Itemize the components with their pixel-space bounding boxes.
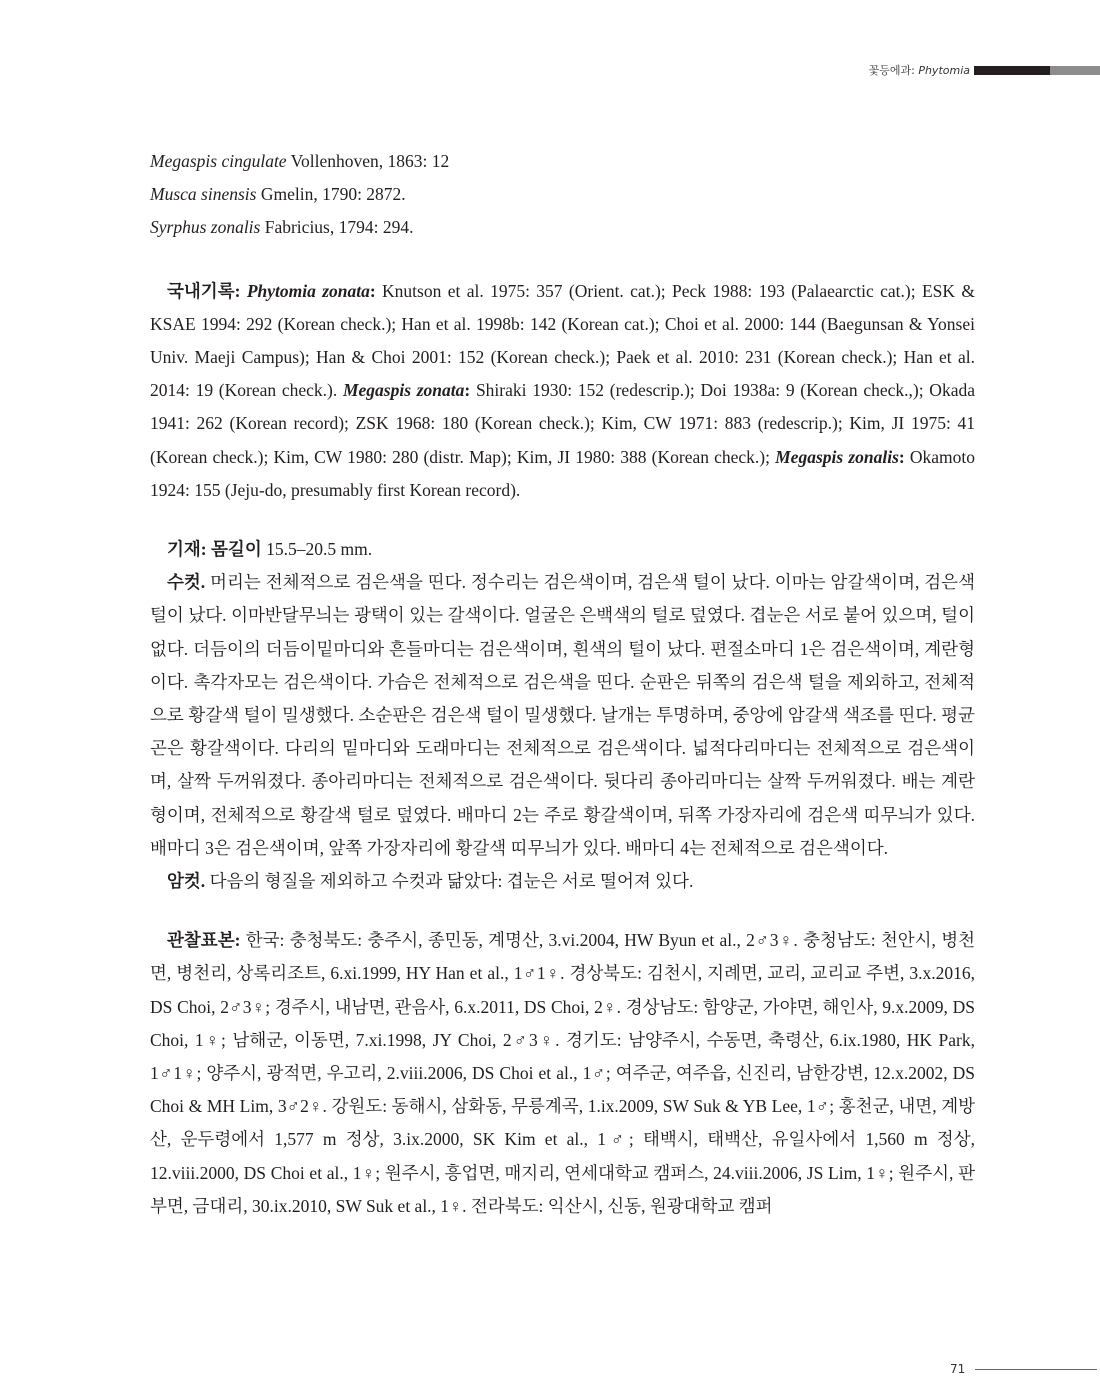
description-label: 기재: 몸길이 [167, 539, 262, 560]
header-latin: Phytomia [918, 64, 970, 77]
male-label: 수컷. [167, 572, 206, 593]
specimens-label: 관찰표본: [167, 930, 241, 951]
records-label: 국내기록: [167, 280, 247, 301]
records-body [150, 281, 975, 500]
section-spacer [150, 245, 975, 275]
records-text: Shiraki 1930: 152 (redescrip.); Doi 1938a: 9 (Korean check.,); Okada 1941: 262 (Korean record); ZSK 1968: 180 (Korean check.); Kim, CW 1971: 883 (redescrip.); Kim, JI 1975: 41 (Korean check.); Kim, CW 1980: 280 (distr. Map); Kim, JI 1980: 388 (Korean check.); [150, 380, 975, 467]
header-bar-gray [1050, 66, 1100, 75]
records-text: : [464, 380, 471, 401]
body-size: 15.5–20.5 mm. [261, 539, 373, 560]
synonym-ref: Fabricius, 1794: 294. [260, 217, 414, 238]
male-text: 머리는 전체적으로 검은색을 띤다. 정수리는 검은색이며, 검은색 털이 났다. 이마는 암갈색이며, 검은색 털이 났다. 이마반달무늬는 광택이 있는 갈색이다. 얼굴은 은백색의 털로 덮였다. 겹눈은 서로 붙어 있으며, 털이 없다. 더듬이의 더듬이밑마디와 흔들마디는 검은색이며, 흰색의 털이 났다. 편절소마디 1은 검은색이며, 계란형이다. 촉각자모는 검은색이다. 가슴은 전체적으로 검은색을 띤다. 순판은 뒤쪽의 검은색 털을 제외하고, 전체적으로 황갈색 털이 밀생했다. 소순판은 검은색 털이 밀생했다. 날개는 투명하며, 중앙에 암갈색 색조를 띤다. 평균곤은 황갈색이다. 다리의 밑마디와 도래마디는 전체적으로 검은색이다. 넓적다리마디는 전체적으로 검은색이며, 살짝 두꺼워졌다. 종아리마디는 전체적으로 검은색이다. 뒷다리 종아리마디는 살짝 두꺼워졌다. 배는 계란형이며, 전체적으로 황갈색 털로 덮였다. 배마디 2는 주로 황갈색이며, 뒤쪽 가장자리에 검은색 띠무늬가 있다. 배마디 3은 검은색이며, 앞쪽 가장자리에 황갈색 띠무늬가 있다. 배마디 4는 전체적으로 검은색이다. [150, 572, 975, 858]
records-text: Okamoto 1924: 155 (Jeju-do, presumably first Korean record). [150, 446, 975, 500]
specimens-paragraph [150, 924, 975, 1223]
synonym-ref: Vollenhoven, 1863: 12 [286, 151, 450, 171]
species-name: Megaspis zonata [342, 380, 465, 401]
description-size-line [150, 533, 975, 566]
synonym-name: Musca sinensis [150, 184, 257, 205]
synonym-line [150, 178, 975, 211]
header-korean: 꽃등에과: [868, 64, 919, 77]
footer-rule [975, 1369, 1097, 1370]
species-name: Megaspis zonalis [775, 446, 899, 467]
records-paragraph [150, 275, 975, 507]
page-footer [950, 1362, 1097, 1376]
records-text: Knutson et al. 1975: 357 (Orient. cat.); Peck 1988: 193 (Palaearctic cat.); ESK & KSAE 1994: 292 (Korean check.); Han et al. 1998b: 142 (Korean cat.); Choi et al. 2000: 144 (Baegunsan & Yonsei Univ. Maeji Campus); Han & Choi 2001: 152 (Korean check.); Paek et al. 2010: 231 (Korean check.); Han et al. 2014: 19 (Korean check.). [150, 280, 975, 401]
synonym-line [150, 211, 975, 244]
section-spacer [150, 507, 975, 533]
records-text: : [898, 446, 905, 467]
section-spacer [150, 898, 975, 924]
synonym-name: Syrphus zonalis [150, 217, 261, 238]
male-description [150, 566, 975, 865]
records-text: : [369, 280, 376, 301]
female-text: 다음의 형질을 제외하고 수컷과 닮았다: 겹눈은 서로 떨어져 있다. [205, 871, 694, 892]
page-body [150, 145, 975, 1223]
female-label: 암컷. [167, 871, 206, 892]
specimens-text: 한국: 충청북도: 충주시, 종민동, 계명산, 3.vi.2004, HW Byun et al., 2♂3♀. 충청남도: 천안시, 병천면, 병천리, 상록리조트, 6.xi.1999, HY Han et al., 1♂1♀. 경상북도: 김천시, 지례면, 교리, 교리교 주변, 3.x.2016, DS Choi, 2♂3♀; 경주시, 내남면, 관음사, 6.x.2011, DS Choi, 2♀. 경상남도: 함양군, 가야면, 해인사, 9.x.2009, DS Choi, 1♀; 남해군, 이동면, 7.xi.1998, JY Choi, 2♂3♀. 경기도: 남양주시, 수동면, 축령산, 6.ix.1980, HK Park, 1♂1♀; 양주시, 광적면, 우고리, 2.viii.2006, DS Choi et al., 1♂; 여주군, 여주읍, 신진리, 남한강변, 12.x.2002, DS Choi & MH Lim, 3♂2♀. 강원도: 동해시, 삼화동, 무릉계곡, 1.ix.2009, SW Suk & YB Lee, 1♂; 홍천군, 내면, 계방산, 운두령에서 1,577 m 정상, 3.ix.2000, SK Kim et al., 1♂; 태백시, 태백산, 유일사에서 1,560 m 정상, 12.viii.2000, DS Choi et al., 1♀; 원주시, 흥업면, 매지리, 연세대학교 캠퍼스, 24.viii.2006, JS Lim, 1♀; 원주시, 판부면, 금대리, 30.ix.2010, SW Suk et al., 1♀. 전라북도: 익산시, 신동, 원광대학교 캠퍼 [150, 930, 975, 1216]
species-name: Phytomia zonata [246, 280, 370, 301]
female-description [150, 865, 975, 898]
running-header [869, 62, 1100, 78]
header-bar-dark [974, 66, 1050, 75]
synonym-ref: Gmelin, 1790: 2872. [256, 184, 406, 205]
running-header-text [869, 62, 970, 78]
synonym-line [150, 145, 975, 178]
synonym-name: Megaspis cingulate [150, 151, 287, 171]
page-number: 71 [950, 1362, 966, 1376]
